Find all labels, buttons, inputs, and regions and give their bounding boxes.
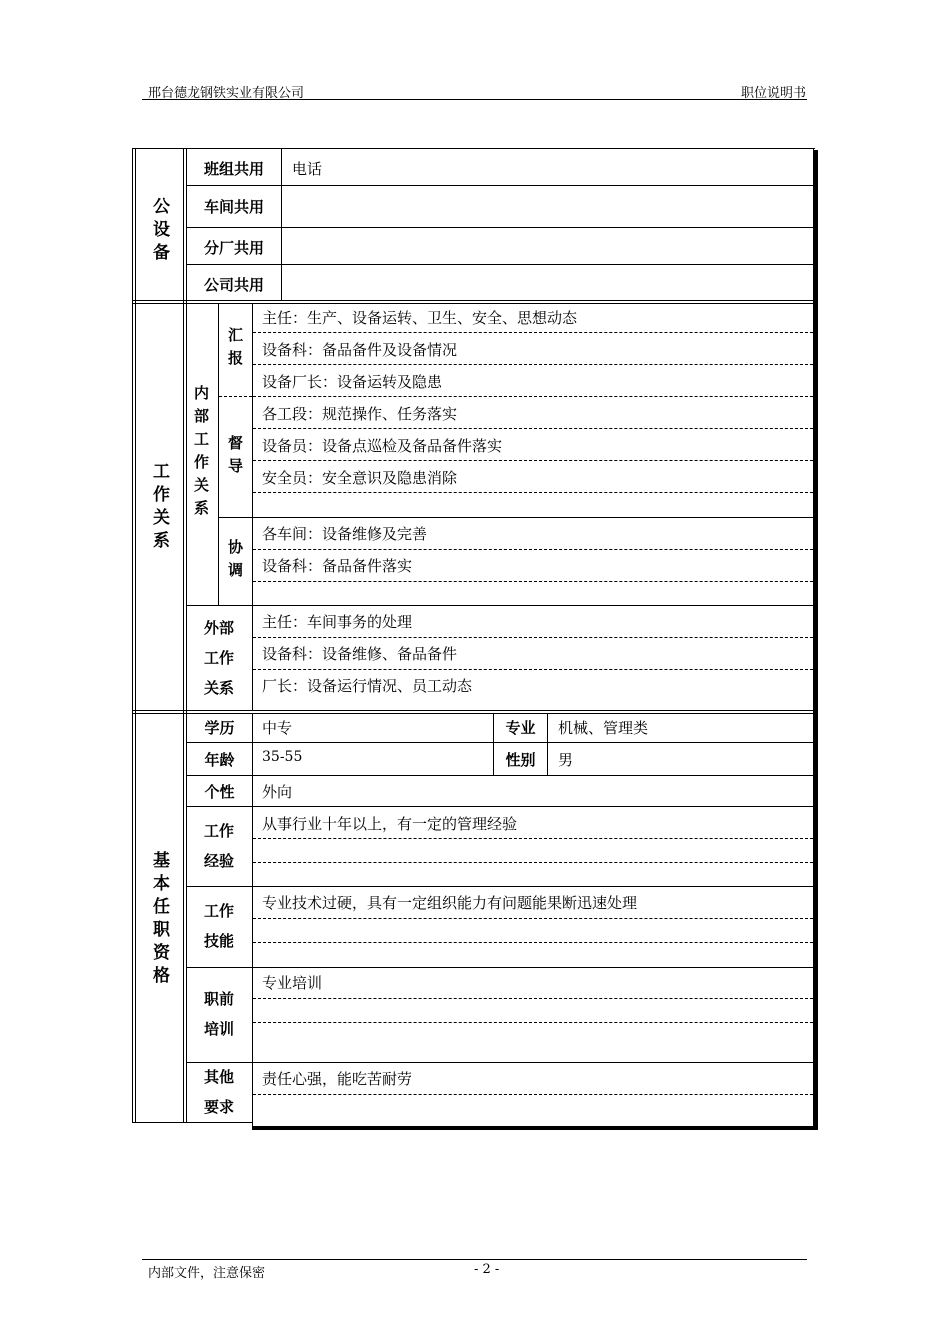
experience-item: 从事行业十年以上，有一定的管理经验 bbox=[262, 815, 518, 833]
rel-group-dash bbox=[219, 396, 252, 397]
rel-col-divider-a bbox=[218, 303, 219, 605]
section-divider-1 bbox=[132, 300, 815, 301]
coordinate-label: 协调 bbox=[226, 539, 244, 585]
dash-line bbox=[253, 942, 813, 943]
qual-row-line bbox=[186, 775, 814, 776]
education-value: 中专 bbox=[262, 719, 293, 737]
supervise-item: 设备员：设备点巡检及备品备件落实 bbox=[262, 437, 503, 455]
qual-col-divider-c bbox=[547, 713, 548, 775]
gender-value: 男 bbox=[558, 751, 574, 769]
external-item: 设备科：设备维修、备品备件 bbox=[262, 645, 458, 663]
personality-label: 个性 bbox=[204, 783, 235, 801]
qual-row-line bbox=[186, 806, 814, 807]
qualifications-section-label: 基本任职资格 bbox=[149, 851, 169, 989]
company-name: 邢台德龙钢铁实业有限公司 bbox=[148, 86, 305, 101]
external-item: 厂长：设备运行情况、员工动态 bbox=[262, 677, 473, 695]
education-label: 学历 bbox=[204, 719, 235, 737]
skills-item: 专业技术过硬，具有一定组织能力有问题能果断迅速处理 bbox=[262, 894, 638, 912]
rel-external-line bbox=[186, 605, 814, 606]
report-item: 设备厂长：设备运转及隐患 bbox=[262, 373, 443, 391]
table-bottom-border-left bbox=[132, 1122, 252, 1123]
dash-line bbox=[253, 669, 813, 670]
other-label-line: 要求 bbox=[203, 1098, 234, 1116]
skills-label bbox=[186, 896, 252, 956]
dash-line bbox=[253, 549, 813, 550]
age-value: 35-55 bbox=[262, 749, 303, 765]
dash-line bbox=[253, 998, 813, 999]
experience-label-line: 经验 bbox=[203, 852, 234, 870]
dash-line bbox=[253, 1022, 813, 1023]
skills-label-line: 工作 bbox=[203, 902, 234, 920]
equip-row-line bbox=[186, 185, 814, 186]
other-requirements-label bbox=[186, 1062, 252, 1122]
external-label-line: 关系 bbox=[203, 679, 234, 697]
other-label-line: 其他 bbox=[203, 1068, 234, 1086]
experience-label bbox=[186, 816, 252, 876]
header-rule bbox=[142, 99, 807, 100]
dash-line bbox=[253, 364, 813, 365]
dash-line bbox=[253, 460, 813, 461]
training-label-line: 培训 bbox=[203, 1020, 234, 1038]
dash-line bbox=[253, 1094, 813, 1095]
table-left-border-inner bbox=[135, 148, 136, 1123]
dash-line bbox=[253, 332, 813, 333]
dash-line bbox=[253, 637, 813, 638]
coordinate-item: 各车间：设备维修及完善 bbox=[262, 525, 428, 543]
qual-row-line bbox=[186, 1062, 814, 1063]
confidential-notice: 内部文件，注意保密 bbox=[148, 1266, 266, 1281]
section-divider-2b bbox=[132, 713, 815, 714]
rel-group-line bbox=[219, 517, 814, 518]
dash-line bbox=[253, 492, 813, 493]
col-divider-a bbox=[183, 148, 184, 1123]
skills-label-line: 技能 bbox=[203, 932, 234, 950]
equip-row-line bbox=[186, 227, 814, 228]
equip-row-label: 公司共用 bbox=[203, 276, 264, 294]
experience-label-line: 工作 bbox=[203, 822, 234, 840]
external-label-line: 外部 bbox=[203, 619, 234, 637]
gender-label: 性别 bbox=[505, 751, 536, 769]
section-divider-2 bbox=[132, 710, 815, 711]
training-label-line: 职前 bbox=[203, 990, 234, 1008]
external-relations-label bbox=[186, 613, 252, 703]
age-label: 年龄 bbox=[204, 751, 235, 769]
equip-row-label: 分厂共用 bbox=[203, 239, 264, 257]
dash-line bbox=[253, 581, 813, 582]
table-right-border bbox=[813, 148, 814, 1126]
footer-rule bbox=[142, 1259, 807, 1260]
report-item: 设备科：备品备件及设备情况 bbox=[262, 341, 458, 359]
qual-row-line bbox=[186, 886, 814, 887]
equip-row-label: 班组共用 bbox=[203, 160, 264, 178]
report-item: 主任：生产、设备运转、卫生、安全、思想动态 bbox=[262, 309, 578, 327]
table-top-border bbox=[132, 148, 815, 149]
qual-row-line bbox=[186, 967, 814, 968]
supervise-item: 安全员：安全意识及隐患消除 bbox=[262, 469, 458, 487]
qual-row-line bbox=[186, 742, 814, 743]
supervise-label: 督导 bbox=[226, 435, 244, 481]
major-label: 专业 bbox=[505, 719, 536, 737]
document-title: 职位说明书 bbox=[740, 86, 806, 101]
supervise-item: 各工段：规范操作、任务落实 bbox=[262, 405, 458, 423]
dash-line bbox=[253, 396, 813, 397]
dash-line bbox=[253, 838, 813, 839]
coordinate-item: 设备科：备品备件落实 bbox=[262, 557, 413, 575]
equip-row-line bbox=[186, 264, 814, 265]
table-left-border bbox=[132, 148, 133, 1123]
external-label-line: 工作 bbox=[203, 649, 234, 667]
dash-line bbox=[253, 918, 813, 919]
report-label: 汇报 bbox=[226, 327, 244, 373]
equip-col-divider bbox=[281, 148, 282, 301]
section-divider-1b bbox=[132, 303, 815, 304]
equip-row-value: 电话 bbox=[292, 160, 323, 178]
table-shadow-right bbox=[814, 150, 818, 1130]
external-item: 主任：车间事务的处理 bbox=[262, 613, 413, 631]
relations-section-label: 工作关系 bbox=[149, 462, 169, 554]
equip-row-label: 车间共用 bbox=[203, 198, 264, 216]
personality-value: 外向 bbox=[262, 783, 293, 801]
dash-line bbox=[253, 428, 813, 429]
internal-relations-label: 内部工作关系 bbox=[192, 385, 210, 523]
dash-line bbox=[253, 862, 813, 863]
training-item: 专业培训 bbox=[262, 974, 323, 992]
other-item: 责任心强，能吃苦耐劳 bbox=[262, 1070, 413, 1088]
table-shadow-bottom bbox=[252, 1126, 818, 1130]
equipment-section-label: 公设备 bbox=[149, 196, 169, 266]
training-label bbox=[186, 984, 252, 1044]
major-value: 机械、管理类 bbox=[558, 719, 649, 737]
page-number: - 2 - bbox=[474, 1262, 500, 1277]
